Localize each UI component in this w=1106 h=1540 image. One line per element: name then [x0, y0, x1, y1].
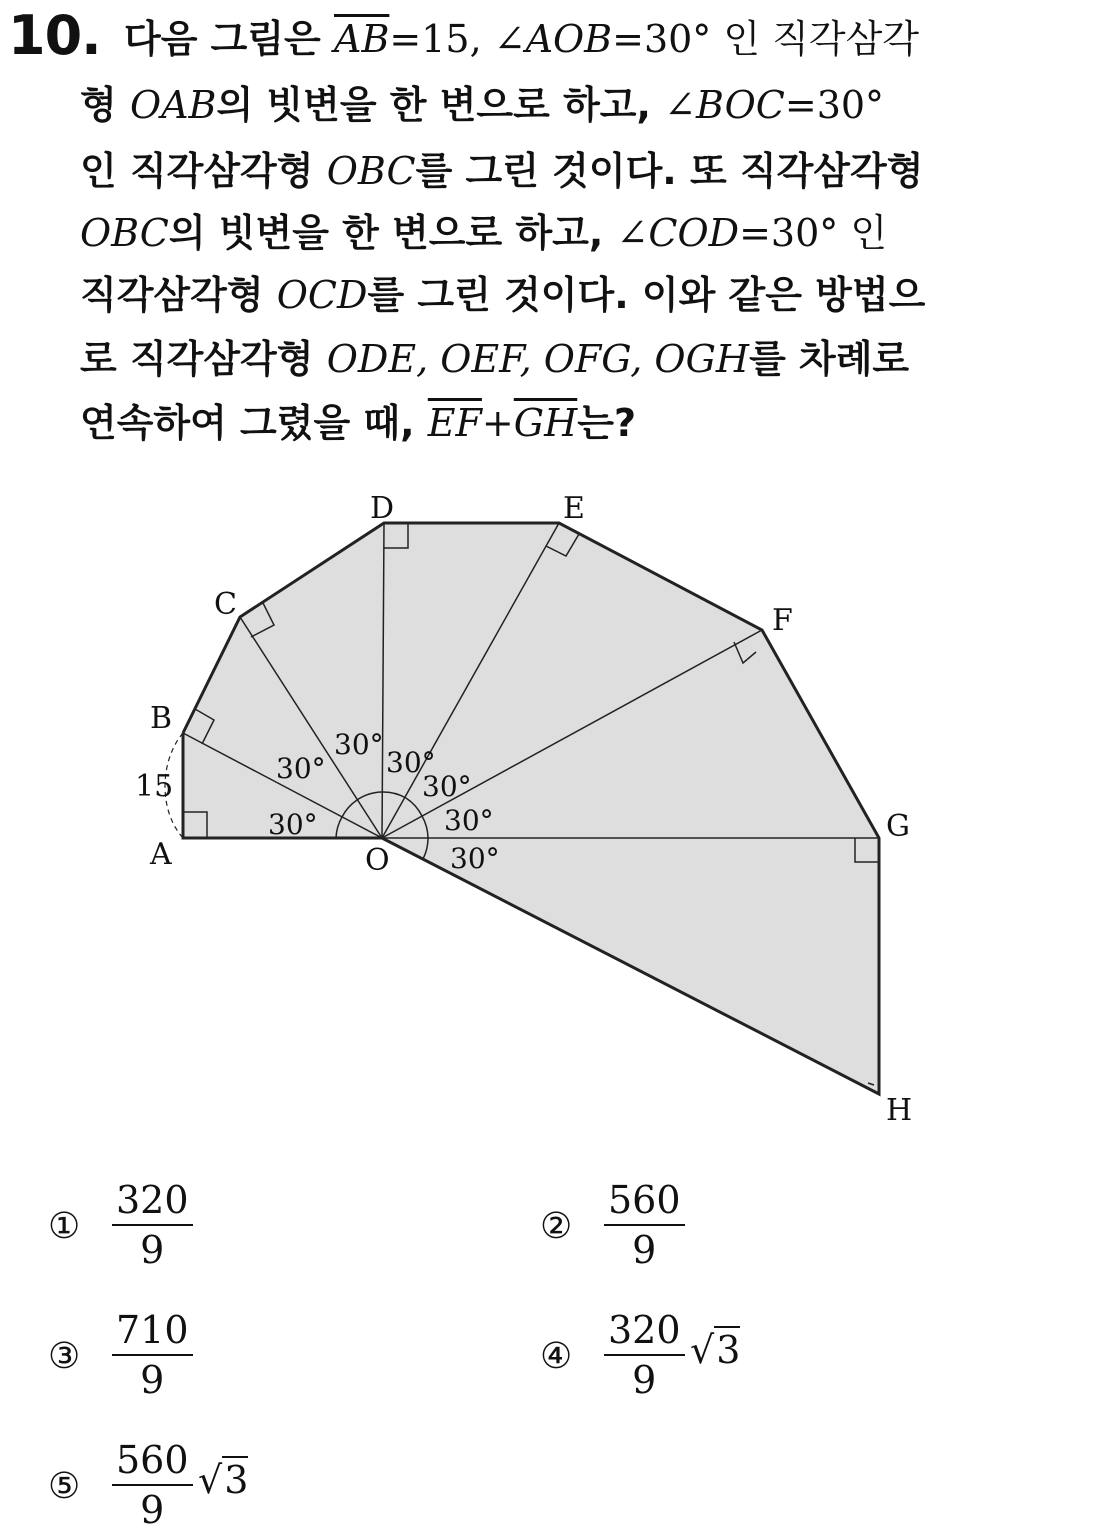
question-line-1: 다음 그림은 $\overline{AB}=15$, ∠AOB=30° 인 직각삼각 [124, 17, 920, 61]
angle-label-goh: 30° [450, 842, 500, 875]
question-line-4: OBC의 빗변을 한 변으로 하고, ∠COD=30° 인 [80, 211, 888, 255]
angle-cod: ∠COD [616, 211, 740, 255]
choice-5-marker: ⑤ [48, 1466, 81, 1507]
triangle-obc-2: OBC [80, 211, 169, 255]
point-label-g: G [886, 809, 910, 844]
point-label-f: F [772, 603, 793, 638]
triangle-ocd: OCD [276, 273, 368, 317]
angle-aob: ∠AOB [493, 17, 613, 61]
point-label-b: B [150, 701, 173, 736]
choice-3-fraction: $\frac{710}{9}$ [112, 1306, 193, 1404]
choice-2-marker: ② [540, 1206, 573, 1247]
point-label-d: D [370, 491, 395, 526]
point-label-o: O [365, 843, 390, 878]
choice-5-fraction: $\frac{560}{9}$ [112, 1436, 193, 1534]
point-label-a: A [150, 837, 172, 872]
side-length-label: 15 [135, 769, 174, 804]
segment-ab: $\overline{AB}$ [334, 17, 390, 61]
angle-label-doe: 30° [386, 746, 436, 779]
segment-gh: $\overline{GH}$ [513, 401, 578, 445]
point-label-h: H [886, 1093, 913, 1128]
question-line-5: 직각삼각형 OCD를 그린 것이다. 이와 같은 방법으 [80, 273, 926, 317]
triangle-obc: OBC [326, 149, 416, 193]
triangle-oab: OAB [129, 83, 217, 127]
choice-4-fraction: $\frac{320}{9}$ [604, 1306, 685, 1404]
choice-1-fraction: $\frac{320}{9}$ [112, 1176, 193, 1274]
segment-ef: $\overline{EF}$ [427, 401, 482, 445]
angle-label-boc: 30° [276, 752, 326, 785]
angle-label-fog: 30° [444, 804, 494, 837]
question-number: 10. [8, 4, 101, 67]
question-line-7: 연속하여 그렸을 때, $\overline{EF}+\overline{GH}$는? [80, 401, 637, 445]
triangle-list: ODE, OEF, OFG, OGH [326, 337, 750, 381]
question-line-2: 형 OAB의 빗변을 한 변으로 하고, ∠BOC=30° [80, 83, 885, 127]
angle-label-aob: 30° [268, 808, 318, 841]
point-label-c: C [214, 587, 237, 622]
question-line-6: 로 직각삼각형 ODE, OEF, OFG, OGH를 차례로 [80, 337, 910, 381]
choice-2-fraction: $\frac{560}{9}$ [604, 1176, 685, 1274]
angle-label-cod: 30° [334, 728, 384, 761]
angle-label-eof: 30° [422, 770, 472, 803]
triangle-spiral-figure [0, 480, 1106, 1140]
choice-4-marker: ④ [540, 1336, 573, 1377]
point-label-e: E [563, 491, 585, 526]
question-line-3: 인 직각삼각형 OBC를 그린 것이다. 또 직각삼각형 [80, 149, 924, 193]
choice-3-marker: ③ [48, 1336, 81, 1377]
choice-1-marker: ① [48, 1206, 81, 1247]
choice-5-radical: √3 [198, 1458, 249, 1502]
choice-4-radical: √3 [690, 1328, 741, 1372]
angle-boc: ∠BOC [664, 83, 785, 127]
